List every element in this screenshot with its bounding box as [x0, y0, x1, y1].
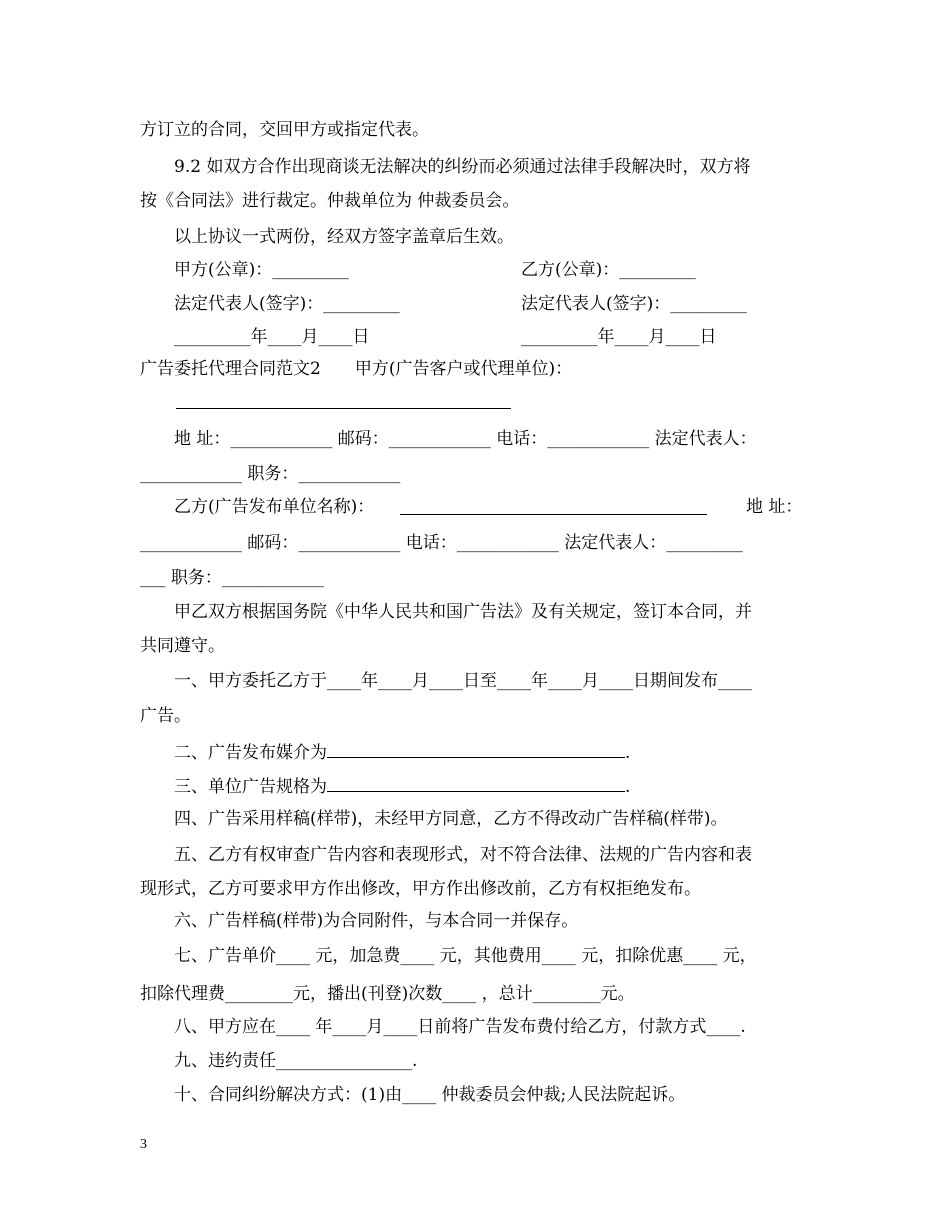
text-line: 按《合同法》进行裁定。仲裁单位为 仲裁委员会。 — [140, 191, 520, 211]
party-b-representative: 法定代表人(签字)：_________ — [521, 294, 747, 314]
clause-5: 五、乙方有权审查广告内容和表现形式，对不符合法律、法规的广告内容和表 — [174, 845, 752, 865]
party-a-seal: 甲方(公章)：_________ — [174, 260, 349, 280]
text-line: 方订立的合同，交回甲方或指定代表。 — [140, 120, 429, 140]
period: . — [625, 743, 631, 763]
clause-6: 六、广告样稿(样带)为合同附件，与本合同一并保存。 — [174, 911, 579, 931]
party-b-date: _________年____月____日 — [521, 327, 717, 347]
text-line: 现形式，乙方可要求甲方作出修改，甲方作出修改前，乙方有权拒绝发布。 — [140, 879, 701, 899]
page-number: 3 — [140, 1137, 147, 1152]
blank-line — [327, 774, 625, 792]
text-line: 广告。 — [140, 706, 191, 726]
blank-line — [400, 514, 707, 515]
party-b-name-label: 乙方(广告发布单位名称)： — [174, 497, 375, 517]
party-a-date: _________年____月____日 — [174, 327, 370, 347]
blank-line — [327, 740, 625, 758]
clause-8: 八、甲方应在____ 年____月____日前将广告发布费付给乙方，付款方式____. — [174, 1017, 746, 1037]
clause-4: 四、广告采用样稿(样带)，未经甲方同意，乙方不得改动广告样稿(样带)。 — [174, 809, 728, 829]
section-title: 广告委托代理合同范文2 甲方(广告客户或代理单位)： — [140, 359, 573, 379]
clause-3 — [174, 774, 630, 798]
clause-9-2: 9.2 如双方合作出现商谈无法解决的纠纷而必须通过法律手段解决时，双方将 — [174, 157, 751, 177]
party-a-position-line: ____________ 职务：____________ — [140, 464, 401, 484]
party-b-contact-line: ____________ 邮码：____________ 电话：____________ 法定代表人：_________ — [140, 533, 743, 553]
party-b-position-line: ___ 职务：____________ — [140, 568, 324, 588]
text-line: 扣除代理费________元，播出(刊登)次数____ ，总计________元。 — [140, 984, 635, 1004]
period: . — [625, 777, 631, 797]
party-a-representative: 法定代表人(签字)：_________ — [174, 294, 400, 314]
clause-3-text: 三、单位广告规格为 — [174, 777, 327, 797]
text-line: 共同遵守。 — [140, 636, 225, 656]
clause-2-text: 二、广告发布媒介为 — [174, 743, 327, 763]
clause-7: 七、广告单价____ 元，加急费____ 元，其他费用____ 元，扣除优惠____ 元， — [174, 946, 757, 966]
party-b-address-label: 地 址： — [746, 497, 803, 517]
party-b-seal: 乙方(公章)：_________ — [521, 260, 696, 280]
party-a-address-line: 地 址：____________ 邮码：____________ 电话：____________ 法定代表人： — [174, 429, 757, 449]
text-line: 以上协议一式两份，经双方签字盖章后生效。 — [174, 227, 514, 247]
clause-10: 十、合同纠纷解决方式：(1)由____ 仲裁委员会仲裁;人民法院起诉。 — [174, 1085, 686, 1105]
blank-line — [176, 408, 511, 409]
clause-9: 九、违约责任________________. — [174, 1051, 418, 1071]
clause-1: 一、甲方委托乙方于____年____月____日至____年____月____日期间发布____ — [174, 671, 752, 691]
preamble: 甲乙双方根据国务院《中华人民共和国广告法》及有关规定，签订本合同，并 — [174, 602, 752, 622]
clause-2 — [174, 740, 630, 764]
